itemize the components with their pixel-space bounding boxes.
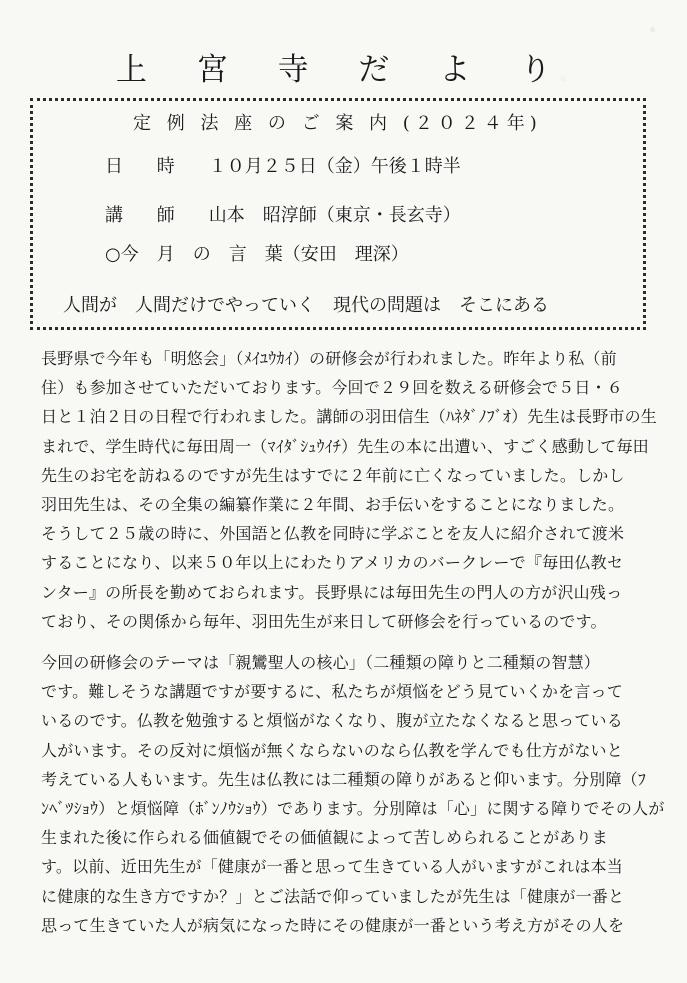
meeting-date-row: [105, 152, 461, 178]
lecturer-row: [105, 201, 461, 227]
paragraph-line: 羽田先生は、その全集の編纂作業に２年間、お手伝いをすることになりました。: [41, 495, 625, 515]
monthly-words-heading: ○今 月 の 言 葉（安田 理深）: [105, 244, 409, 265]
paragraph-line: ており、その関係から毎年、羽田先生が来日して研修会を行っているのです。: [41, 611, 607, 631]
paragraph-line: 長野県で今年も「明悠会」（ﾒｲﾕｳｶｲ）の研修会が行われました。昨年より私（前: [41, 349, 617, 368]
teaching-theme-paragraph: [41, 648, 665, 940]
study-session-paragraph: [41, 344, 658, 636]
lecturer-label: 講 師: [105, 205, 189, 226]
paragraph-line: 今回の研修会のテーマは「親鸞聖人の核心」（二種類の障りと二種類の智慧）: [41, 653, 601, 672]
paragraph-line: 日と１泊２日の日程で行われました。講師の羽田信生（ﾊﾈﾀﾞﾉﾌﾞｵ）先生は長野市の生: [41, 407, 658, 427]
paragraph-line: ンター』の所長を勤めておられます。長野県には毎田先生の門人の方が沢山残っ: [41, 582, 623, 602]
date-value: １０月２５日（金）午後１時半: [208, 156, 461, 177]
paragraph-line: 生まれた後に作られる価値観でその価値観によって苦しめられることがありま: [41, 828, 609, 848]
newsletter-title: 上 宮 寺 だ よ り: [115, 52, 572, 88]
paragraph-line: 考えている人もいます。先生は仏教には二種類の障りがあると仰います。分別障（ﾌ: [41, 769, 647, 789]
paragraph-line: 人がいます。その反対に煩悩が無くならないのなら仏教を学んでも仕方がないと: [41, 740, 623, 760]
paragraph-line: です。難しそうな講題ですが要するに、私たちが煩悩をどう見ていくかを言って: [41, 682, 623, 702]
paragraph-line: することになり、以来５０年以上にわたりアメリカのバークレーで『毎田仏教セ: [41, 553, 624, 573]
paragraph-line: す。以前、近田先生が「健康が一番と思って生きている人がいますがこれは本当: [41, 857, 623, 877]
date-label: 日 時: [105, 156, 189, 177]
paragraph-line: ﾝﾍﾞﾂｼｮｳ）と煩悩障（ﾎﾞﾝﾉｳｼｮｳ）であります。分別障は「心」に関する障りでその人が: [41, 799, 665, 819]
paragraph-line: 思って生きていた人が病気になった時にその健康が一番という考え方がその人を: [41, 915, 625, 935]
monthly-quote: 人間が 人間だけでやっていく 現代の問題は そこにある: [63, 295, 549, 316]
dharma-meeting-notice: [30, 98, 646, 330]
paragraph-line: いるのです。仏教を勉強すると煩悩がなくなり、腹が立たなくなると思っている: [41, 711, 623, 731]
paragraph-line: まれで、学生時代に毎田周一（ﾏｲﾀﾞｼｭｳｲﾁ）先生の本に出遭い、すごく感動して毎田: [41, 436, 649, 456]
paragraph-line: そうして２５歳の時に、外国語と仏教を同時に学ぶことを友人に紹介されて渡米: [41, 524, 625, 544]
paragraph-line: 住）も参加させていただいております。今回で２９回を数える研修会で５日・６: [41, 378, 623, 398]
notice-heading: 定 例 法 座 の ご 案 内 (２０２４年): [133, 113, 542, 134]
paragraph-line: 先生のお宅を訪ねるのですが先生はすでに２年前に亡くなっていました。しかし: [41, 465, 625, 485]
lecturer-value: 山本 昭淳師（東京・長玄寺）: [208, 205, 461, 226]
paragraph-line: に健康的な生き方ですか？」とご法話で仰っていましたが先生は「健康が一番と: [41, 886, 625, 906]
